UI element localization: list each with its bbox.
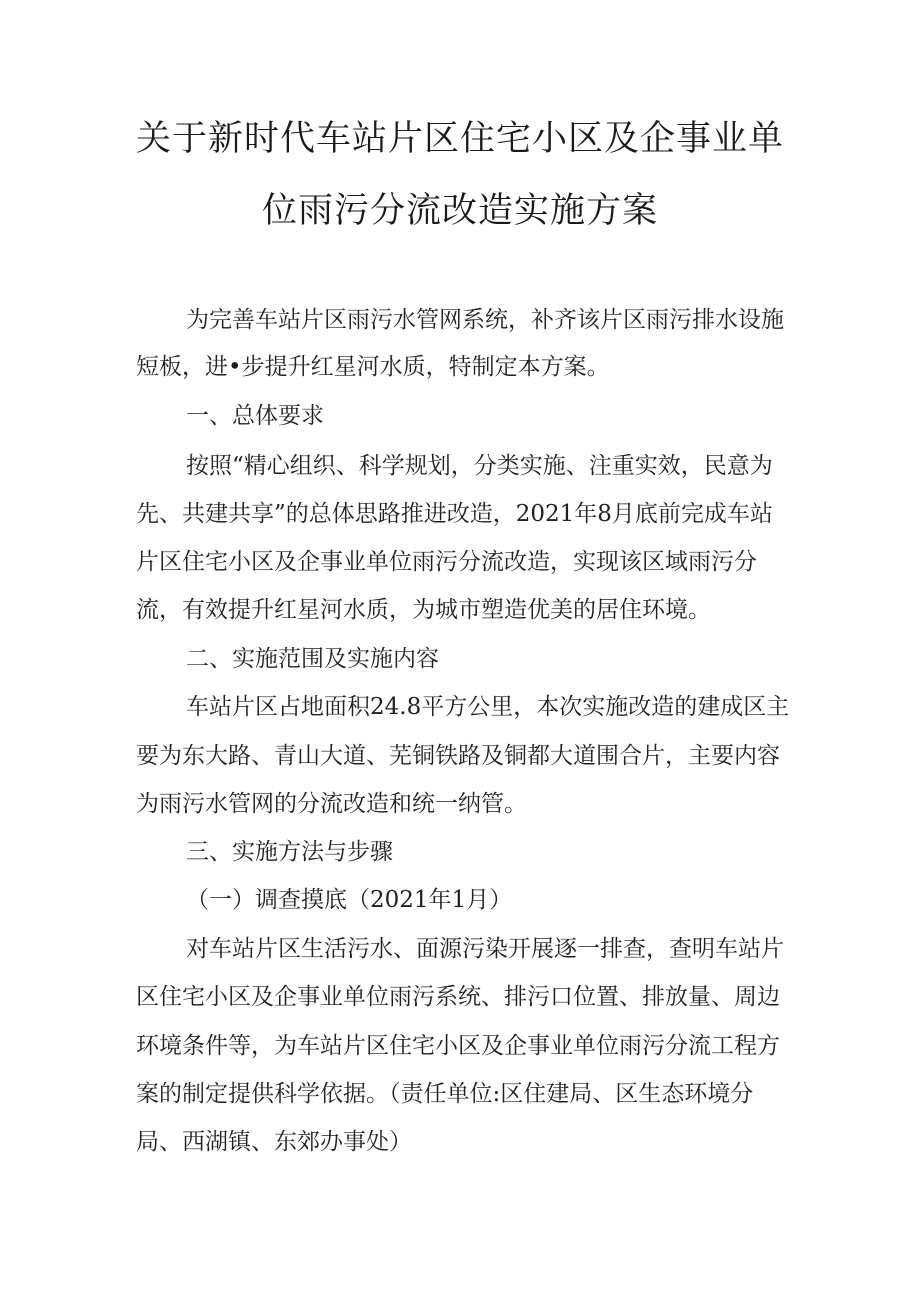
paragraph-line: 为完善车站片区雨污水管网系统，补齐该片区雨污排水设施 xyxy=(186,307,784,333)
document-title-line-1: 关于新时代车站片区住宅小区及企事业单 xyxy=(135,119,784,159)
paragraph-line: 为雨污水管网的分流改造和统一纳管。 xyxy=(136,791,527,817)
paragraph-line: 流，有效提升红星河水质，为城市塑造优美的居住环境。 xyxy=(136,597,711,623)
paragraph-line: 按照“精心组织、科学规划，分类实施、注重实效，民意为 xyxy=(186,453,773,479)
paragraph-line: 先、共建共享”的总体思路推进改造，2021年8月底前完成车站 xyxy=(136,501,773,527)
paragraph-line: 案的制定提供科学依据。（责任单位:区住建局、区生态环境分 xyxy=(136,1081,754,1107)
paragraph-line: 车站片区占地面积24.8平方公里，本次实施改造的建成区主 xyxy=(186,694,790,720)
document-title-line-2: 位雨污分流改造实施方案 xyxy=(261,191,658,231)
section-heading-3: 三、实施方法与步骤 xyxy=(186,839,393,865)
paragraph-line: 短板，进•步提升红星河水质，特制定本方案。 xyxy=(136,354,610,380)
section-heading-1: 一、总体要求 xyxy=(186,403,324,429)
paragraph-line: 环境条件等，为车站片区住宅小区及企事业单位雨污分流工程方 xyxy=(136,1033,780,1059)
subsection-heading-1: （一）调查摸底（2021年1月） xyxy=(186,887,513,913)
paragraph-line: 对车站片区生活污水、面源污染开展逐一排查，查明车站片 xyxy=(186,936,784,962)
paragraph-line: 局、西湖镇、东郊办事处） xyxy=(136,1129,412,1155)
paragraph-line: 区住宅小区及企事业单位雨污系统、排污口位置、排放量、周边 xyxy=(136,984,780,1010)
paragraph-line: 要为东大路、青山大道、芜铜铁路及铜都大道围合片，主要内容 xyxy=(136,743,780,769)
section-heading-2: 二、实施范围及实施内容 xyxy=(186,646,439,672)
paragraph-line: 片区住宅小区及企事业单位雨污分流改造，实现该区域雨污分 xyxy=(136,549,757,575)
